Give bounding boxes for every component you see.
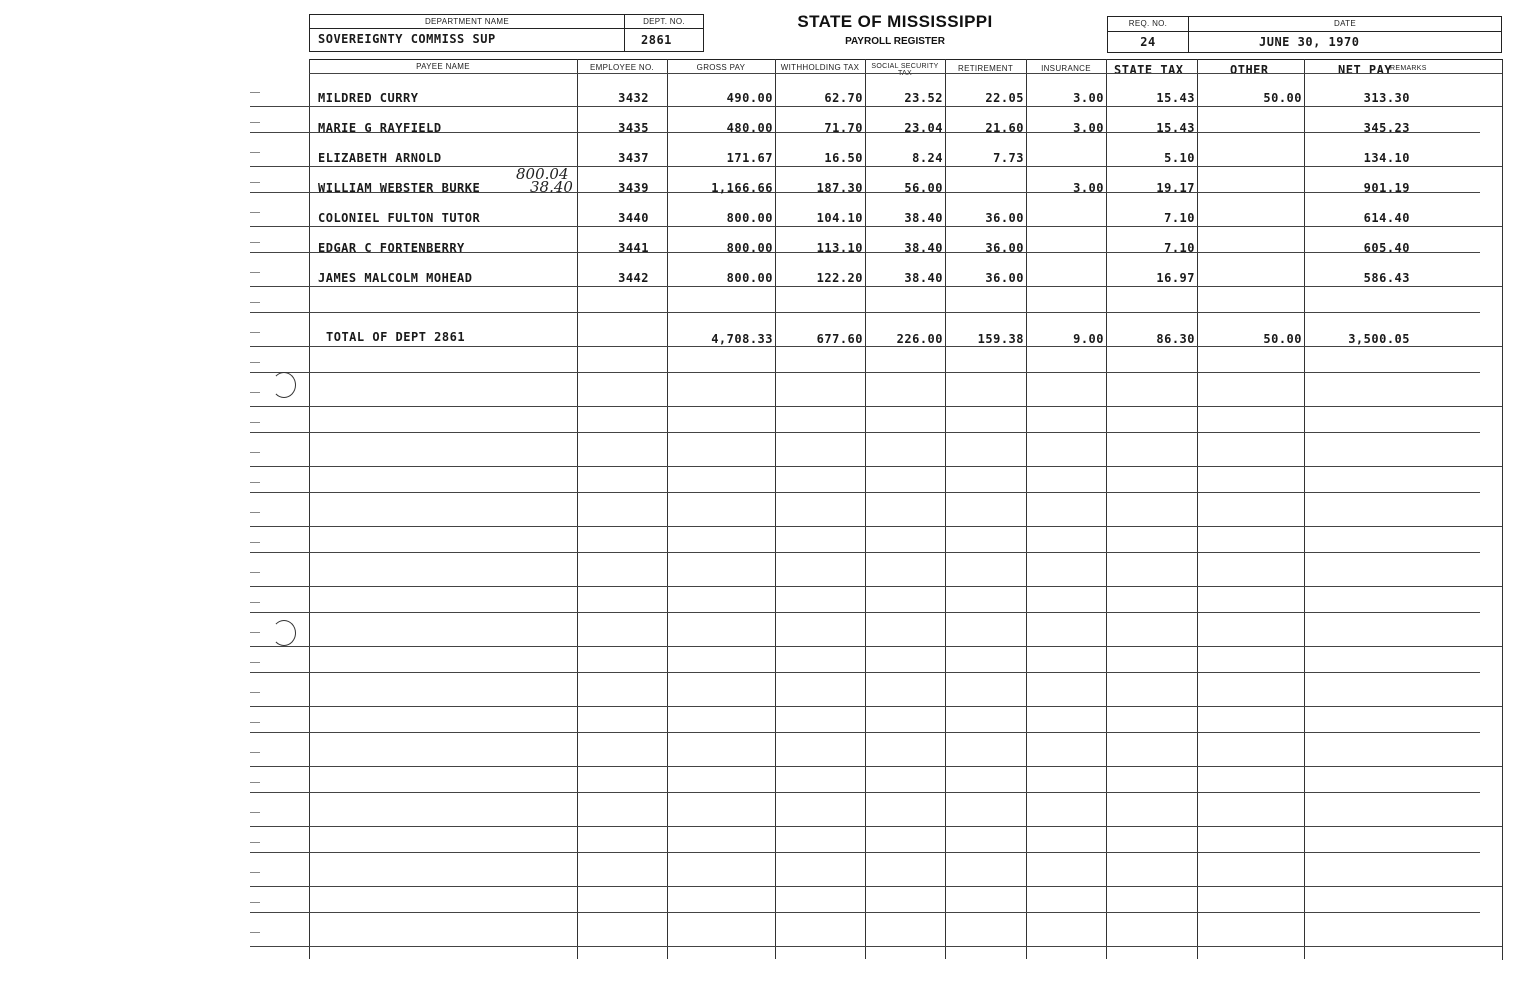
cell-payee-name: MILDRED CURRY — [318, 91, 419, 105]
cell-state-tax: 7.10 — [1164, 211, 1195, 225]
total-insurance: 9.00 — [1073, 332, 1104, 346]
row-rule — [250, 912, 1480, 913]
cell-state-tax: 7.10 — [1164, 241, 1195, 255]
col-header-insurance: INSURANCE — [1041, 64, 1091, 73]
row-rule — [250, 226, 1502, 227]
row-rule — [250, 766, 1502, 767]
margin-tick — [250, 692, 260, 693]
margin-tick — [250, 812, 260, 813]
margin-tick — [250, 932, 260, 933]
col-line — [945, 59, 946, 959]
cell-net-pay: 605.40 — [1363, 241, 1410, 255]
dept-no-label: DEPT. NO. — [643, 17, 685, 26]
handwritten-note-bottom: 38.40 — [530, 178, 573, 196]
date-value: JUNE 30, 1970 — [1259, 35, 1360, 49]
cell-state-tax: 16.97 — [1156, 271, 1195, 285]
col-header-retirement: RETIREMENT — [958, 64, 1013, 73]
margin-tick — [250, 182, 260, 183]
col-header-gross-pay: GROSS PAY — [696, 63, 746, 72]
total-state-tax: 86.30 — [1156, 332, 1195, 346]
row-rule — [250, 466, 1502, 467]
cell-gross-pay: 490.00 — [726, 91, 773, 105]
cell-employee-no: 3435 — [618, 121, 649, 135]
margin-tick — [250, 422, 260, 423]
row-rule — [250, 166, 1502, 167]
margin-tick — [250, 92, 260, 93]
cell-social-security-tax: 38.40 — [904, 241, 943, 255]
row-rule — [250, 346, 1502, 347]
margin-tick — [250, 722, 260, 723]
cell-state-tax: 5.10 — [1164, 151, 1195, 165]
cell-gross-pay: 800.00 — [726, 271, 773, 285]
margin-tick — [250, 602, 260, 603]
cell-social-security-tax: 38.40 — [904, 211, 943, 225]
cell-gross-pay: 800.00 — [726, 241, 773, 255]
req-no-label: REQ. NO. — [1128, 19, 1168, 28]
cell-gross-pay: 800.00 — [726, 211, 773, 225]
col-header-other: OTHER — [1230, 63, 1269, 77]
row-rule — [250, 946, 1502, 947]
row-rule — [250, 526, 1502, 527]
cell-state-tax: 15.43 — [1156, 121, 1195, 135]
col-header-state-tax: STATE TAX — [1114, 63, 1184, 77]
cell-payee-name: MARIE G RAYFIELD — [318, 121, 442, 135]
cell-withholding-tax: 62.70 — [824, 91, 863, 105]
row-rule — [250, 826, 1502, 827]
cell-withholding-tax: 122.20 — [816, 271, 863, 285]
total-net-pay: 3,500.05 — [1348, 332, 1410, 346]
department-name-label: DEPARTMENT NAME — [424, 17, 510, 26]
col-line — [1197, 59, 1198, 959]
margin-tick — [250, 242, 260, 243]
cell-insurance: 3.00 — [1073, 121, 1104, 135]
cell-social-security-tax: 56.00 — [904, 181, 943, 195]
cell-net-pay: 614.40 — [1363, 211, 1410, 225]
row-rule — [250, 406, 1502, 407]
margin-tick — [250, 122, 260, 123]
req-no-box — [1107, 16, 1189, 53]
page-subtitle: PAYROLL REGISTER — [845, 36, 945, 47]
date-box — [1188, 16, 1502, 53]
cell-retirement: 7.73 — [993, 151, 1024, 165]
row-rule — [250, 852, 1480, 853]
cell-retirement: 21.60 — [985, 121, 1024, 135]
cell-employee-no: 3439 — [618, 181, 649, 195]
header-rule — [309, 73, 1502, 74]
cell-net-pay: 313.30 — [1363, 91, 1410, 105]
cell-social-security-tax: 23.04 — [904, 121, 943, 135]
row-rule — [250, 706, 1502, 707]
cell-retirement: 22.05 — [985, 91, 1024, 105]
cell-withholding-tax: 113.10 — [816, 241, 863, 255]
total-retirement: 159.38 — [977, 332, 1024, 346]
cell-net-pay: 345.23 — [1363, 121, 1410, 135]
handwritten-note-top: 800.04 — [516, 165, 569, 183]
margin-tick — [250, 542, 260, 543]
margin-tick — [250, 572, 260, 573]
row-rule — [250, 312, 1480, 313]
margin-tick — [250, 392, 260, 393]
cell-net-pay: 586.43 — [1363, 271, 1410, 285]
cell-employee-no: 3442 — [618, 271, 649, 285]
cell-withholding-tax: 71.70 — [824, 121, 863, 135]
col-header-withholding-tax: WITHHOLDING TAX — [780, 63, 860, 72]
cell-retirement: 36.00 — [985, 271, 1024, 285]
cell-employee-no: 3432 — [618, 91, 649, 105]
row-rule — [250, 552, 1480, 553]
cell-payee-name: ELIZABETH ARNOLD — [318, 151, 442, 165]
cell-gross-pay: 1,166.66 — [711, 181, 773, 195]
margin-tick — [250, 362, 260, 363]
margin-tick — [250, 902, 260, 903]
cell-payee-name: EDGAR C FORTENBERRY — [318, 241, 465, 255]
cell-other: 50.00 — [1263, 91, 1302, 105]
row-rule — [250, 492, 1480, 493]
total-label: TOTAL OF DEPT 2861 — [326, 330, 466, 344]
cell-employee-no: 3440 — [618, 211, 649, 225]
cell-retirement: 36.00 — [985, 241, 1024, 255]
margin-tick — [250, 302, 260, 303]
row-rule — [250, 586, 1502, 587]
col-header-net-pay: NET PAY — [1338, 63, 1393, 77]
req-no-value: 24 — [1140, 35, 1156, 49]
col-line — [309, 59, 310, 959]
cell-net-pay: 901.19 — [1363, 181, 1410, 195]
cell-net-pay: 134.10 — [1363, 151, 1410, 165]
margin-tick — [250, 632, 260, 633]
row-rule — [250, 646, 1502, 647]
cell-gross-pay: 171.67 — [726, 151, 773, 165]
cell-payee-name: JAMES MALCOLM MOHEAD — [318, 271, 473, 285]
total-social-security: 226.00 — [896, 332, 943, 346]
row-rule — [250, 432, 1480, 433]
col-header-social-security-tax: SOCIAL SECURITY TAX — [871, 63, 939, 77]
cell-social-security-tax: 38.40 — [904, 271, 943, 285]
department-name-box — [309, 14, 625, 52]
total-withholding: 677.60 — [816, 332, 863, 346]
margin-tick — [250, 482, 260, 483]
cell-payee-name: COLONIEL FULTON TUTOR — [318, 211, 481, 225]
margin-tick — [250, 212, 260, 213]
row-rule — [250, 106, 1502, 107]
department-name-value: SOVEREIGNTY COMMISS SUP — [318, 32, 496, 46]
dept-no-box — [624, 14, 704, 52]
col-header-employee-no: EMPLOYEE NO. — [589, 63, 655, 72]
cell-gross-pay: 480.00 — [726, 121, 773, 135]
dept-no-value: 2861 — [641, 33, 672, 47]
punch-hole-bottom — [272, 620, 296, 646]
row-rule — [250, 612, 1480, 613]
cell-withholding-tax: 16.50 — [824, 151, 863, 165]
row-rule — [250, 886, 1502, 887]
cell-state-tax: 19.17 — [1156, 181, 1195, 195]
margin-tick — [250, 872, 260, 873]
cell-withholding-tax: 187.30 — [816, 181, 863, 195]
cell-insurance: 3.00 — [1073, 91, 1104, 105]
margin-tick — [250, 782, 260, 783]
cell-employee-no: 3437 — [618, 151, 649, 165]
cell-payee-name: WILLIAM WEBSTER BURKE — [318, 181, 481, 195]
cell-insurance: 3.00 — [1073, 181, 1104, 195]
col-header-remarks: REMARKS — [1390, 65, 1427, 72]
total-gross: 4,708.33 — [711, 332, 773, 346]
total-other: 50.00 — [1263, 332, 1302, 346]
row-rule — [250, 372, 1480, 373]
cell-withholding-tax: 104.10 — [816, 211, 863, 225]
row-rule — [250, 792, 1480, 793]
cell-state-tax: 15.43 — [1156, 91, 1195, 105]
date-label: DATE — [1334, 19, 1356, 28]
punch-hole-top — [272, 372, 296, 398]
cell-retirement: 36.00 — [985, 211, 1024, 225]
margin-tick — [250, 452, 260, 453]
margin-tick — [250, 752, 260, 753]
page-title: STATE OF MISSISSIPPI — [797, 12, 993, 31]
margin-tick — [250, 842, 260, 843]
row-rule — [250, 672, 1480, 673]
cell-employee-no: 3441 — [618, 241, 649, 255]
margin-tick — [250, 272, 260, 273]
row-rule — [250, 732, 1480, 733]
margin-tick — [250, 662, 260, 663]
row-rule — [250, 286, 1502, 287]
margin-tick — [250, 152, 260, 153]
margin-tick — [250, 512, 260, 513]
col-header-payee-name: PAYEE NAME — [416, 62, 470, 71]
margin-tick — [250, 332, 260, 333]
cell-social-security-tax: 23.52 — [904, 91, 943, 105]
cell-social-security-tax: 8.24 — [912, 151, 943, 165]
